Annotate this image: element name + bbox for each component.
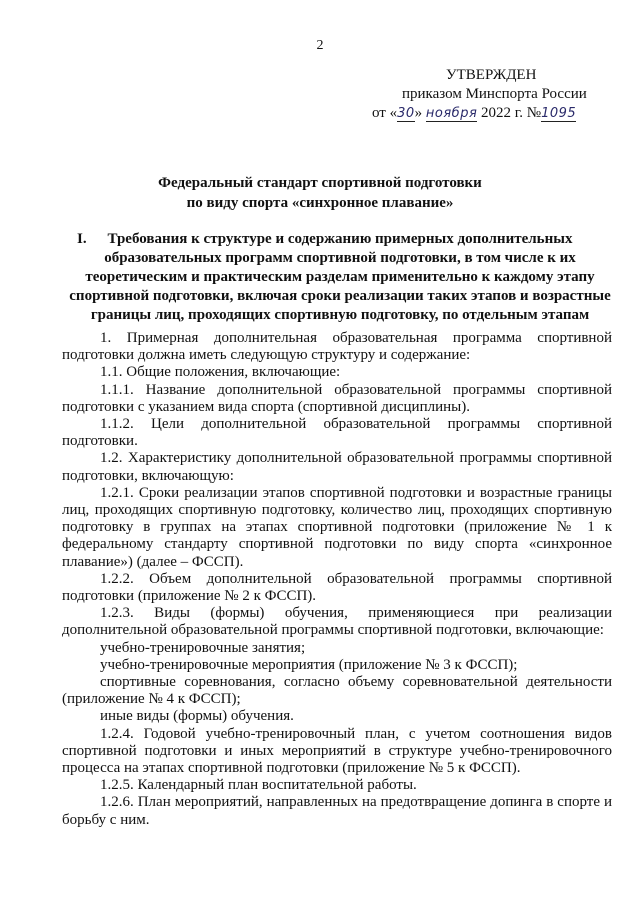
approval-close-quote: » xyxy=(414,105,423,121)
title-line-1: Федеральный стандарт спортивной подготовки xyxy=(158,175,482,191)
paragraph: 1.2.4. Годовой учебно-тренировочный план, с учетом соотношения видов спортивной подготовки и иных мероприятий в структуре учебно-тренировочного процесса на этапах спортивной подготовки (приложение № 5 к ФССП). xyxy=(62,725,612,777)
section-number: I. xyxy=(77,231,87,247)
paragraph: спортивные соревнования, согласно объему соревновательной деятельности (приложение № 4 к ФССП); xyxy=(62,674,612,708)
paragraph: 1.2. Характеристику дополнительной образовательной программы спортивной подготовки, включающую: xyxy=(62,450,612,484)
approval-block xyxy=(372,66,612,123)
paragraph: 1.2.2. Объем дополнительной образовательной программы спортивной подготовки (приложение № 2 к ФССП). xyxy=(62,570,612,605)
section-line: Требования к структуре и содержанию примерных дополнительных xyxy=(107,231,573,247)
paragraph: 1.2.3. Виды (формы) обучения, применяющиеся при реализации дополнительной образовательной программы спортивной подготовки, включающие: xyxy=(62,605,612,639)
page-number: 2 xyxy=(316,38,324,53)
paragraph: 1.2.5. Календарный план воспитательной работы. xyxy=(100,777,417,794)
paragraph: учебно-тренировочные мероприятия (приложение № 3 к ФССП); xyxy=(100,656,518,673)
paragraph: 1. Примерная дополнительная образовательная программа спортивной подготовки должна иметь следующую структуру и содержание: xyxy=(62,330,612,364)
paragraph: 1.1.2. Цели дополнительной образовательной программы спортивной подготовки. xyxy=(62,416,612,450)
section-heading xyxy=(62,230,618,325)
paragraph: 1.2.1. Сроки реализации этапов спортивной подготовки и возрастные границы лиц, проходящих спортивную подготовку, количество лиц, проходящих спортивную подготовку в группах на этапах спортивной подготовки (приложение № 1 к федеральному стандарту спортивной подготовки по виду спорта «синхронное плавание») (далее – ФССП). xyxy=(62,484,612,570)
paragraph: 1.2.6. План мероприятий, направленных на предотвращение допинга в спорте и борьбу с ним. xyxy=(62,794,612,828)
paragraph: учебно-тренировочные занятия; xyxy=(100,639,306,656)
section-line: границы лиц, проходящих спортивную подготовку, по отдельным этапам xyxy=(90,307,590,323)
approval-order: приказом Минспорта России xyxy=(402,86,587,102)
document-title xyxy=(0,173,640,213)
section-line: теоретическим и практическим разделам применительно к каждому этапу xyxy=(85,269,595,285)
approval-month: ноября xyxy=(425,106,478,121)
section-line: спортивной подготовки, включая сроки реализации таких этапов и возрастные xyxy=(69,288,611,304)
paragraph: иные виды (формы) обучения. xyxy=(100,708,294,725)
approval-year: 2022 г. № xyxy=(481,105,542,121)
document-body xyxy=(62,330,612,829)
approval-date-line xyxy=(372,104,612,123)
approval-number: 1095 xyxy=(541,106,577,121)
paragraph: 1.1. Общие положения, включающие: xyxy=(100,364,341,381)
paragraph: 1.1.1. Название дополнительной образовательной программы спортивной подготовки с указанием вида спорта (спортивной дисциплины). xyxy=(62,381,612,415)
approval-title: УТВЕРЖДЕН xyxy=(446,67,537,83)
approval-day: 30 xyxy=(397,106,415,121)
section-line: образовательных программ спортивной подготовки, в том числе к их xyxy=(104,250,576,266)
approval-from: от « xyxy=(372,105,398,121)
title-line-2: по виду спорта «синхронное плавание» xyxy=(186,195,454,211)
